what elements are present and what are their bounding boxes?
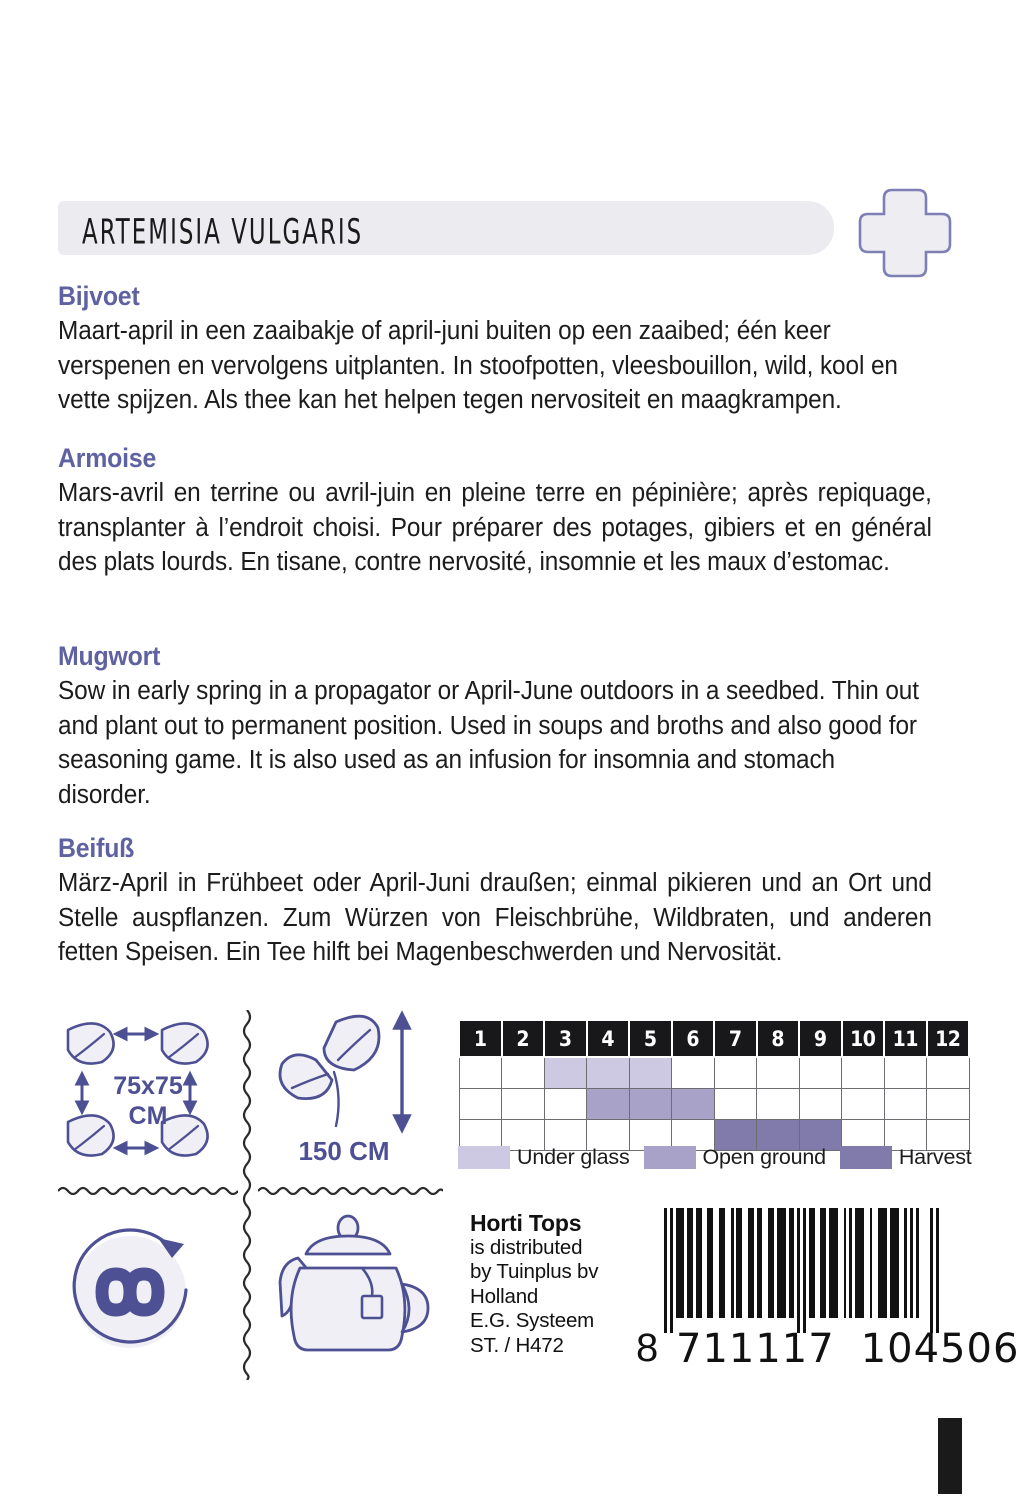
calendar-month-6: 6	[672, 1020, 715, 1057]
brand-name: Horti Tops	[470, 1210, 582, 1236]
calendar-cell-under_glass-10	[842, 1057, 885, 1089]
brand-line-3: by Tuinplus bv	[470, 1260, 599, 1283]
calendar-cell-under_glass-4	[587, 1057, 630, 1089]
calendar-cell-under_glass-5	[629, 1057, 672, 1089]
plant-spacing-icon	[58, 1002, 238, 1180]
brand-line-2: is distributed	[470, 1235, 583, 1259]
calendar-month-1: 1	[459, 1020, 502, 1057]
wavy-divider-horizontal-left	[58, 1184, 238, 1198]
barcode-bar	[936, 1208, 939, 1333]
teapot-icon	[258, 1200, 443, 1380]
calendar-row-open_ground	[459, 1089, 969, 1120]
calendar-cell-under_glass-3	[544, 1057, 587, 1089]
calendar-cell-under_glass-8	[757, 1057, 800, 1089]
wavy-divider-vertical	[240, 1010, 254, 1380]
calendar-month-5: 5	[629, 1020, 672, 1057]
barcode-first-digit: 8	[636, 1326, 659, 1370]
barcode-bar	[777, 1208, 786, 1318]
calendar-month-8: 8	[757, 1020, 800, 1057]
calendar-month-11: 11	[884, 1020, 927, 1057]
brand-line-5: E.G. Systeem	[470, 1309, 595, 1332]
sowing-calendar	[458, 1019, 970, 1151]
registration-mark	[938, 1418, 962, 1494]
calendar-cell-open_ground-5	[629, 1089, 672, 1120]
legend-item-open-ground	[644, 1145, 826, 1170]
calendar-cell-under_glass-6	[672, 1057, 715, 1089]
barcode-bar	[829, 1208, 838, 1318]
section-heading-french: Armoise	[58, 443, 157, 473]
calendar-cell-open_ground-1	[459, 1089, 502, 1120]
barcode	[634, 1208, 1020, 1373]
calendar-cell-open_ground-10	[842, 1089, 885, 1120]
legend-label-harvest: Harvest	[898, 1145, 972, 1169]
icon-panel	[58, 1002, 443, 1380]
section-heading-german: Beifuß	[58, 833, 135, 863]
calendar-cell-under_glass-7	[714, 1057, 757, 1089]
tea-icon-cell	[258, 1200, 443, 1380]
section-german	[58, 833, 973, 970]
height-label: 150 CM	[298, 1136, 390, 1166]
calendar-month-9: 9	[799, 1020, 842, 1057]
calendar-cell-under_glass-11	[884, 1057, 927, 1089]
calendar-month-4: 4	[587, 1020, 630, 1057]
calendar-month-7: 7	[714, 1020, 757, 1057]
calendar-cell-open_ground-4	[587, 1089, 630, 1120]
legend-label-open-ground: Open ground	[702, 1145, 826, 1169]
brand-block	[470, 1211, 650, 1358]
calendar-month-10: 10	[842, 1020, 885, 1057]
brand-line-4: Holland	[470, 1284, 539, 1308]
calendar-cell-open_ground-6	[672, 1089, 715, 1120]
calendar-row-under_glass	[459, 1057, 969, 1089]
calendar-month-2: 2	[502, 1020, 545, 1057]
wavy-divider-horizontal-right	[258, 1184, 443, 1198]
calendar-cell-open_ground-7	[714, 1089, 757, 1120]
calendar-cell-open_ground-9	[799, 1089, 842, 1120]
section-dutch	[58, 281, 973, 418]
calendar-cell-under_glass-1	[459, 1057, 502, 1089]
calendar-month-3: 3	[544, 1020, 587, 1057]
legend-swatch-open-ground	[644, 1146, 696, 1169]
plus-cross-icon	[856, 186, 954, 284]
calendar-cell-open_ground-11	[884, 1089, 927, 1120]
section-heading-dutch: Bijvoet	[58, 281, 140, 311]
legend-label-under-glass: Under glass	[517, 1145, 630, 1169]
section-french	[58, 443, 973, 580]
barcode-digits	[634, 1326, 1020, 1372]
legend-swatch-harvest	[840, 1146, 892, 1169]
spacing-label-line1: 75x75	[113, 1072, 183, 1100]
calendar-legend	[458, 1145, 978, 1170]
calendar-cell-under_glass-9	[799, 1057, 842, 1089]
perennial-infinity-icon	[58, 1200, 238, 1380]
legend-item-under-glass	[458, 1145, 630, 1170]
section-body-english: Sow in early spring in a propagator or April-June outdoors in a seedbed. Thin out and plant out to permanent position. Used in soups and broths and also good for seasoning game. It is also used as an infusion for insomnia and stomach disorder.	[58, 677, 919, 809]
barcode-bar	[878, 1208, 887, 1318]
calendar-cell-under_glass-12	[927, 1057, 970, 1089]
calendar-header-row	[459, 1020, 969, 1057]
barcode-bars	[664, 1208, 939, 1333]
calendar-cell-under_glass-2	[502, 1057, 545, 1089]
barcode-bar	[855, 1208, 864, 1318]
barcode-bar	[676, 1208, 685, 1318]
plant-height-icon	[258, 1002, 443, 1180]
calendar-cell-open_ground-12	[927, 1089, 970, 1120]
section-heading-english: Mugwort	[58, 641, 161, 671]
barcode-bar	[890, 1208, 899, 1318]
legend-item-harvest	[840, 1145, 972, 1170]
height-icon-cell	[258, 1002, 443, 1180]
barcode-right-group: 104506	[860, 1326, 1020, 1372]
section-body-german: März-April in Frühbeet oder April-Juni draußen; einmal pikieren und an Ort und Stelle auspflanzen. Zum Würzen von Fleischbrühe, Wildbraten, und anderen fetten Speisen. Ein Tee hilft bei Magenbeschwerden und Nervosität.	[58, 869, 932, 966]
calendar-table	[458, 1019, 970, 1151]
calendar-cell-open_ground-3	[544, 1089, 587, 1120]
calendar-cell-open_ground-2	[502, 1089, 545, 1120]
spacing-label-line2: CM	[128, 1102, 168, 1130]
section-body-french: Mars-avril en terrine ou avril-juin en pleine terre en pépinière; après repiquage, transplanter à l’endroit choisi. Pour préparer des potages, gibiers et en général des plats lourds. En tisane, contre nervosité, insomnie et les maux d’estomac.	[58, 479, 932, 576]
barcode-bar	[919, 1208, 931, 1318]
page-title: ARTEMISIA VULGARIS	[82, 212, 364, 253]
calendar-body	[459, 1057, 969, 1151]
spacing-icon-cell	[58, 1002, 238, 1180]
perennial-icon-cell	[58, 1200, 238, 1380]
section-english	[58, 641, 973, 812]
brand-line-6: ST. / H472	[470, 1333, 564, 1357]
calendar-cell-open_ground-8	[757, 1089, 800, 1120]
calendar-month-12: 12	[927, 1020, 970, 1057]
barcode-left-group: 711117	[676, 1326, 835, 1372]
legend-swatch-under-glass	[458, 1146, 510, 1169]
section-body-dutch: Maart-april in een zaaibakje of april-juni buiten op een zaaibed; één keer verspenen en vervolgens uitplanten. In stoofpotten, vleesbouillon, wild, kool en vette spijzen. Als thee kan het helpen tegen nervositeit en maagkrampen.	[58, 317, 898, 414]
